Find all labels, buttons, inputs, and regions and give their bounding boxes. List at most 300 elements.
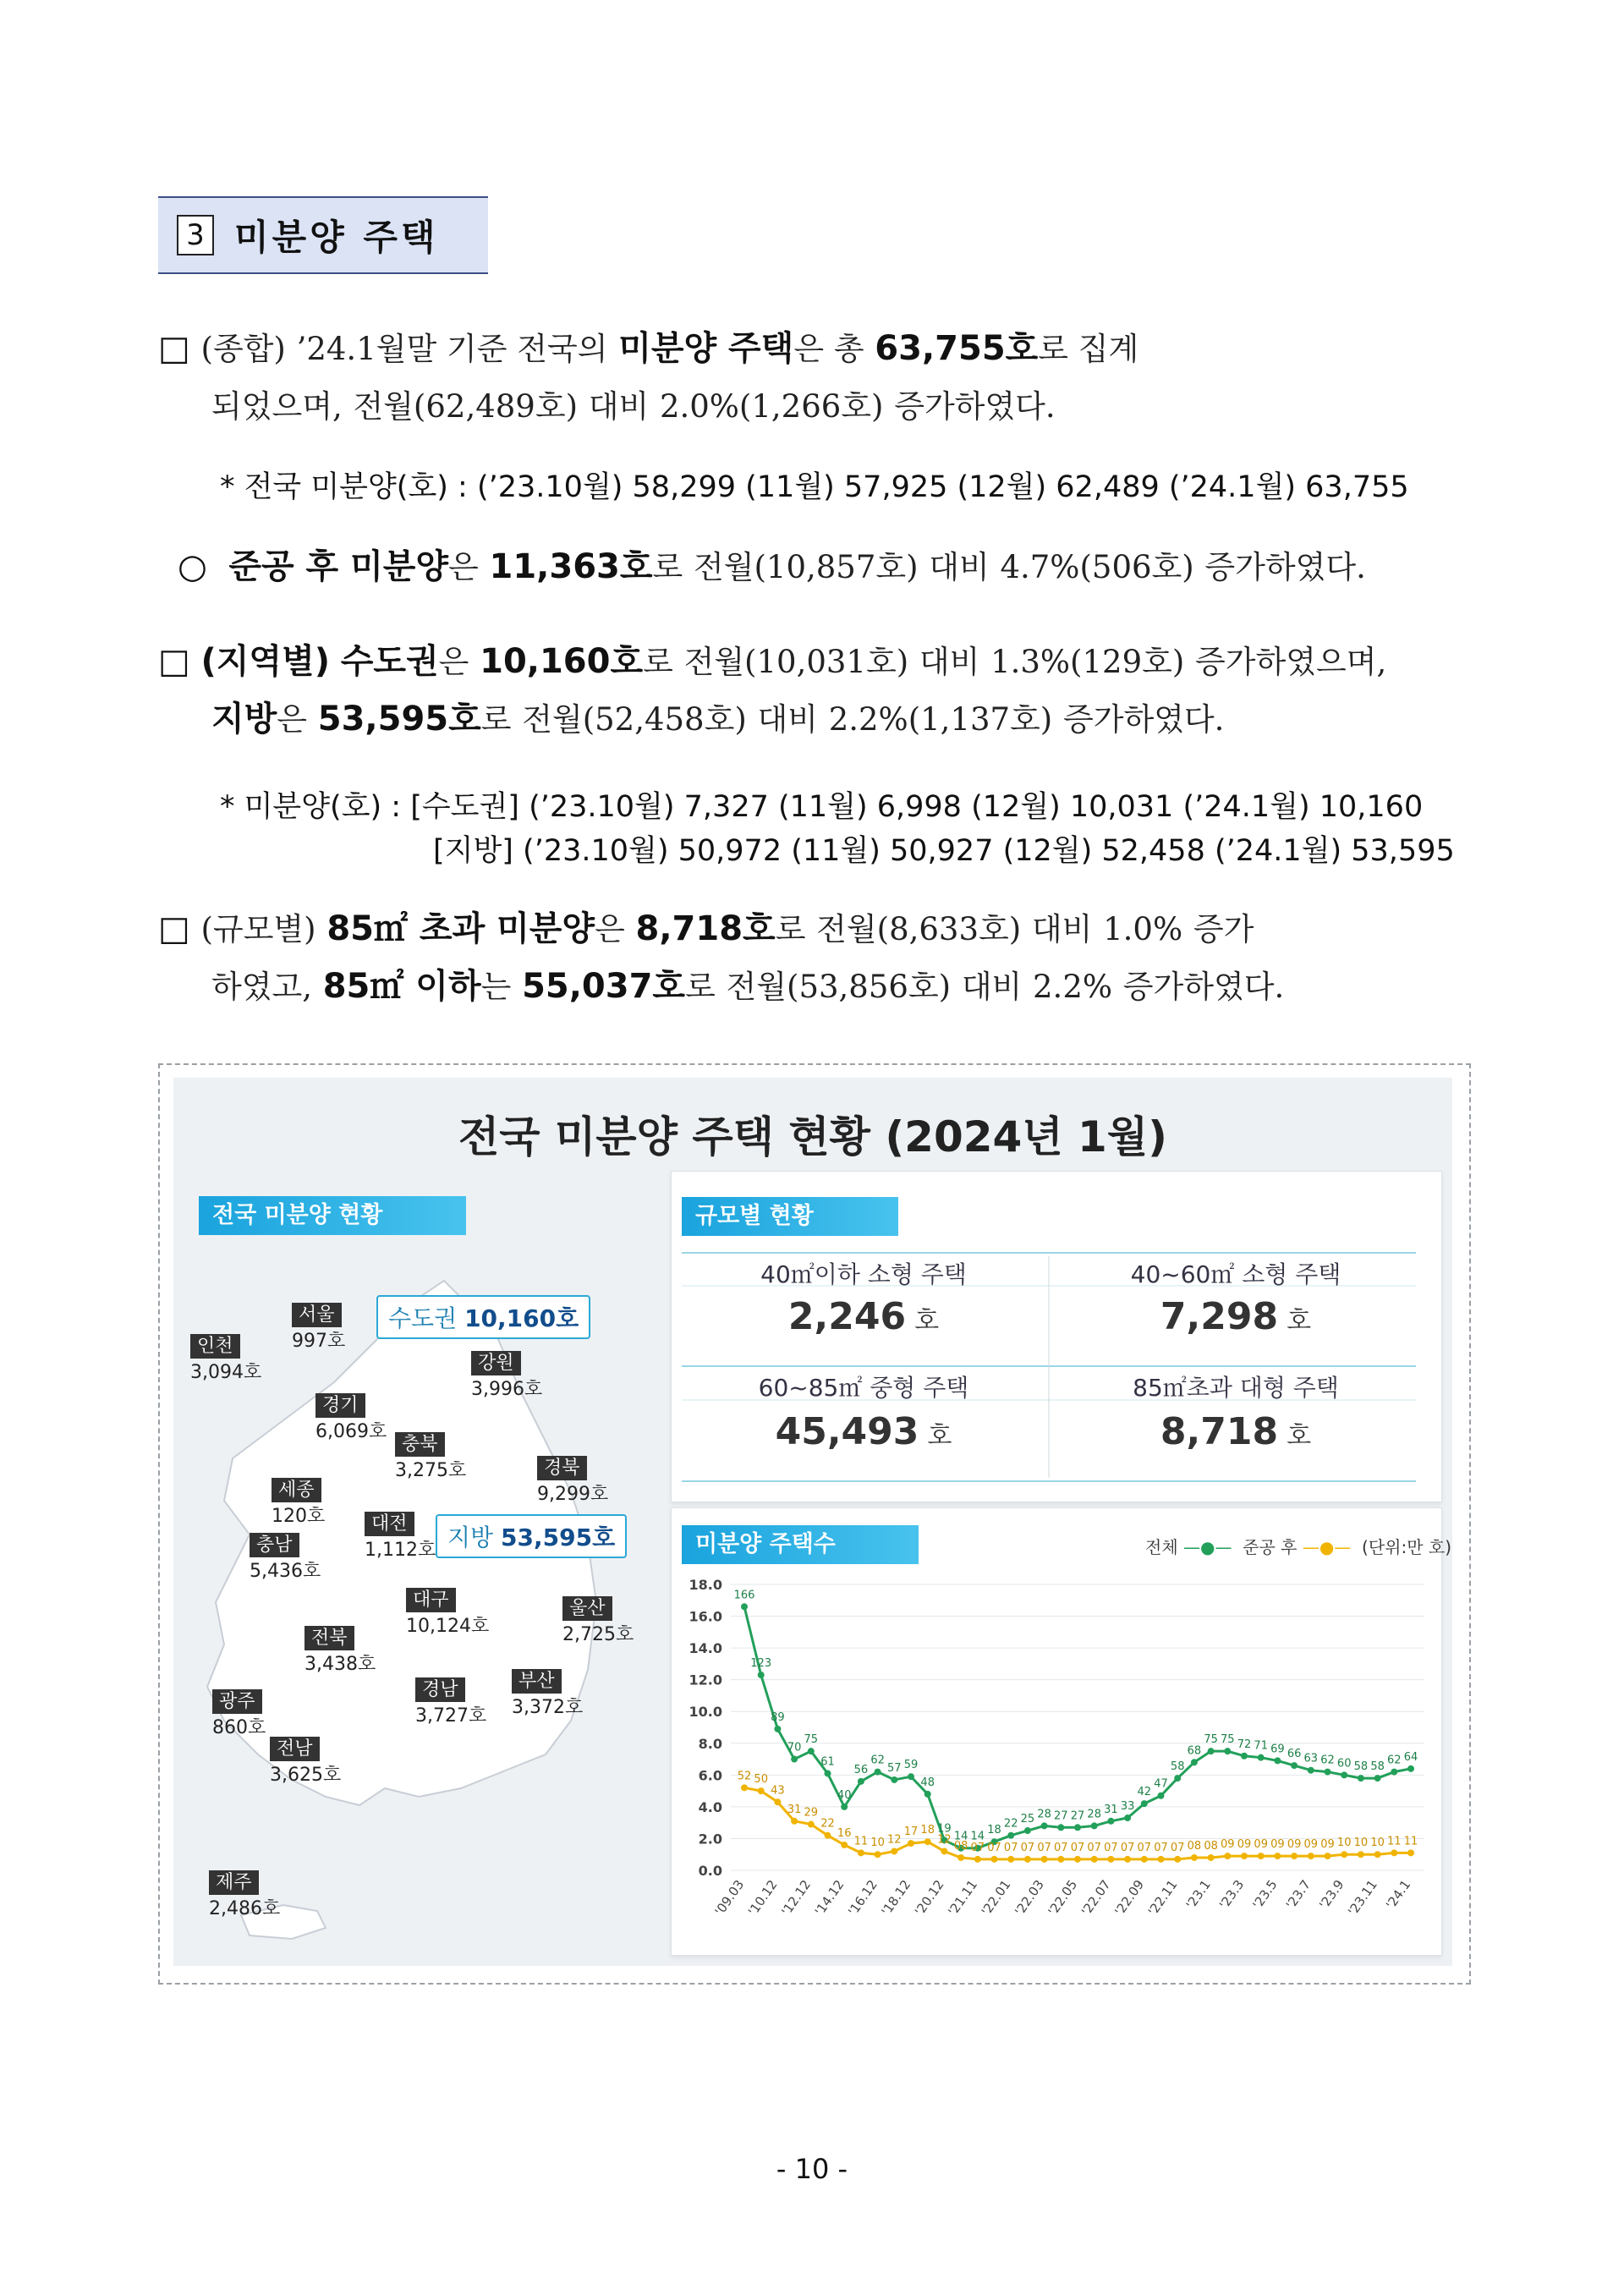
region-name: 전북 [304, 1626, 354, 1650]
data-point [1308, 1853, 1314, 1859]
data-point [1091, 1856, 1098, 1863]
tag-overall: (종합) [200, 331, 286, 367]
data-label: 09 [1237, 1838, 1252, 1852]
region-sejong [272, 1475, 325, 1528]
x-tick-label: '22.07 [1078, 1876, 1114, 1919]
data-point [825, 1832, 831, 1839]
region-gyeongnam [415, 1675, 486, 1727]
region-gyeonggi [315, 1391, 387, 1443]
text: 은 [448, 549, 479, 585]
text: 로 집계 [1038, 331, 1139, 367]
data-label: 07 [987, 1841, 1001, 1854]
data-label: 40 [837, 1788, 852, 1802]
x-tick-label: '20.12 [911, 1876, 947, 1919]
y-tick-label: 16.0 [689, 1608, 722, 1625]
bullet-box: □ [158, 909, 190, 948]
text: 은 [277, 701, 308, 738]
data-point [758, 1672, 765, 1678]
data-point [791, 1818, 798, 1825]
emphasis: 준공 후 미분양 [228, 547, 449, 586]
trend-chart [672, 1568, 1441, 1955]
data-point [1291, 1762, 1298, 1769]
data-label: 12 [937, 1833, 952, 1847]
data-point [1224, 1748, 1231, 1754]
paragraph-region [158, 633, 1386, 691]
data-point [941, 1848, 947, 1854]
infographic [173, 1078, 1452, 1966]
data-label: 61 [820, 1755, 835, 1769]
data-point [924, 1838, 931, 1845]
x-tick-label: '23.7 [1282, 1876, 1314, 1913]
data-label: 48 [920, 1776, 935, 1789]
region-jeju [209, 1868, 280, 1920]
data-point [1241, 1753, 1248, 1760]
x-tick-label: '24.1 [1383, 1876, 1414, 1913]
data-label: 29 [804, 1806, 819, 1820]
data-point [891, 1848, 897, 1854]
y-tick-label: 2.0 [698, 1831, 722, 1848]
infographic-title: 전국 미분양 주택 현황 (2024년 1월) [458, 1112, 1167, 1161]
data-point [1091, 1822, 1098, 1829]
data-point [1007, 1856, 1014, 1863]
local-label: 지방 [447, 1524, 494, 1551]
data-point [1007, 1832, 1014, 1839]
data-label: 42 [1137, 1786, 1152, 1799]
data-point [1407, 1849, 1414, 1856]
size-value-1 [682, 1295, 1045, 1338]
region-value: 3,438호 [304, 1654, 376, 1675]
data-point [1141, 1800, 1148, 1807]
data-label: 58 [1170, 1760, 1185, 1774]
data-label: 14 [970, 1830, 985, 1843]
text: 전월(52,458호) [522, 701, 747, 738]
text: 1.3%(129호) [990, 644, 1185, 680]
data-point [1191, 1759, 1198, 1765]
data-point [1141, 1856, 1148, 1863]
data-label: 66 [1287, 1748, 1302, 1761]
region-gwangju [212, 1687, 266, 1739]
data-point [825, 1770, 831, 1776]
data-label: 07 [970, 1841, 985, 1854]
legend-total-swatch: —●— [1183, 1537, 1232, 1557]
data-point [1391, 1769, 1397, 1776]
data-label: 75 [804, 1733, 819, 1747]
total-count: 63,755호 [875, 329, 1039, 368]
data-point [1024, 1856, 1031, 1863]
legend-completed-label: 준공 후 [1243, 1537, 1298, 1557]
note-national: * 전국 미분양(호) : (’23.10월) 58,299 (11월) 57,925 (12월) 62,489 (’24.1월) 63,755 [220, 470, 1409, 504]
data-label: 31 [1104, 1803, 1118, 1816]
data-label: 62 [1320, 1754, 1335, 1767]
completed-count: 11,363호 [489, 547, 653, 586]
text: 전월(10,857호) [693, 549, 919, 585]
data-label: 75 [1221, 1733, 1235, 1747]
region-value: 2,725호 [562, 1624, 634, 1645]
x-tick-label: '23.5 [1249, 1876, 1281, 1913]
legend-unit: (단위:만 호) [1362, 1537, 1452, 1557]
data-label: 11 [1387, 1835, 1402, 1848]
data-point [1407, 1765, 1414, 1772]
unit: 호 [1287, 1306, 1312, 1336]
data-label: 09 [1303, 1838, 1319, 1852]
data-point [1258, 1754, 1265, 1761]
text: 증가하였다. [1204, 549, 1366, 585]
data-label: 07 [1037, 1841, 1051, 1854]
small-count: 55,037호 [522, 967, 686, 1006]
data-label: 18 [920, 1824, 935, 1837]
data-point [1341, 1851, 1347, 1858]
text: 4.7%(506호) [1000, 549, 1194, 585]
text: 전월(62,489호) [353, 388, 579, 425]
text: 되었으며, [211, 388, 343, 425]
data-point [991, 1856, 998, 1863]
data-label: 59 [903, 1759, 919, 1772]
y-tick-label: 8.0 [698, 1735, 722, 1752]
note-region-1: * 미분양(호) : [수도권] (’23.10월) 7,327 (11월) 6,998 (12월) 10,031 (’24.1월) 10,160 [220, 790, 1424, 824]
value: 45,493 [775, 1410, 919, 1453]
region-value: 997호 [292, 1331, 346, 1352]
emphasis: 수도권 [340, 642, 439, 681]
data-label: 31 [787, 1803, 802, 1816]
section-number: 3 [177, 215, 214, 255]
unit: 호 [1287, 1421, 1312, 1451]
data-label: 71 [1254, 1739, 1268, 1753]
data-point [758, 1787, 765, 1794]
data-label: 123 [750, 1657, 772, 1671]
chart-legend [1145, 1534, 1451, 1558]
data-label: 11 [1403, 1835, 1418, 1848]
data-label: 28 [1037, 1808, 1051, 1821]
data-label: 58 [1353, 1760, 1369, 1774]
data-point [1024, 1827, 1031, 1834]
text: 2.0%(1,266호) [659, 388, 884, 425]
region-name: 세종 [272, 1478, 321, 1502]
paragraph-region-line2 [211, 690, 1224, 749]
unit: 호 [927, 1421, 952, 1451]
local-value: 53,595호 [501, 1524, 616, 1551]
region-name: 충남 [250, 1533, 299, 1557]
data-label: 07 [1154, 1841, 1168, 1854]
text: 로 [480, 701, 512, 738]
capital-count: 10,160호 [480, 642, 644, 681]
size-value-4 [1054, 1410, 1418, 1453]
data-label: 22 [820, 1817, 835, 1831]
region-chungnam [250, 1530, 321, 1583]
bullet-box: □ [158, 642, 190, 681]
data-point [741, 1603, 748, 1610]
data-label: 64 [1403, 1750, 1418, 1764]
paragraph-overall-line2 [211, 377, 1056, 436]
region-name: 대구 [406, 1588, 456, 1612]
y-tick-label: 4.0 [698, 1798, 722, 1815]
data-label: 10 [870, 1837, 885, 1850]
data-point [1041, 1822, 1048, 1829]
data-point [1224, 1853, 1231, 1859]
x-tick-label: '22.01 [978, 1876, 1014, 1919]
region-value: 3,625호 [270, 1765, 342, 1786]
region-name: 부산 [512, 1669, 562, 1694]
region-name: 강원 [471, 1351, 521, 1375]
size-value-3 [682, 1410, 1045, 1453]
data-label: 07 [1087, 1841, 1101, 1854]
data-label: 09 [1320, 1838, 1335, 1852]
tag-region: (지역별) [200, 642, 330, 681]
data-label: 75 [1204, 1733, 1218, 1747]
text: 대비 [929, 549, 990, 585]
region-value: 3,996호 [471, 1379, 543, 1400]
region-value: 5,436호 [250, 1561, 321, 1582]
text: 1.0% [1103, 911, 1183, 947]
data-label: 08 [1187, 1839, 1202, 1853]
data-label: 22 [1003, 1817, 1018, 1831]
data-label: 07 [1120, 1841, 1135, 1854]
data-point [1374, 1851, 1381, 1858]
region-value: 3,094호 [190, 1362, 262, 1383]
data-point [1341, 1771, 1347, 1778]
data-label: 07 [1003, 1841, 1018, 1854]
data-label: 72 [1237, 1738, 1252, 1751]
data-point [891, 1776, 897, 1783]
x-tick-label: '18.12 [878, 1876, 914, 1919]
region-name: 울산 [562, 1596, 612, 1621]
text: 2.2%(1,137호) [828, 701, 1053, 738]
tag-size: (규모별) [200, 911, 316, 947]
capital-pill [376, 1295, 590, 1339]
region-name: 전남 [270, 1737, 320, 1761]
data-point [1041, 1856, 1048, 1863]
data-point [1174, 1856, 1181, 1863]
bullet-box: □ [158, 329, 190, 368]
region-name: 경기 [315, 1393, 365, 1418]
large-count: 8,718호 [635, 909, 776, 948]
region-value: 10,124호 [406, 1616, 490, 1637]
local-count: 53,595호 [317, 700, 481, 738]
data-point [1374, 1775, 1381, 1782]
data-label: 10 [1353, 1837, 1369, 1850]
trend-tag: 미분양 주택수 [682, 1525, 919, 1564]
text: 증가하였다. [1062, 701, 1225, 738]
text: 로 [643, 644, 673, 680]
data-point [875, 1769, 881, 1776]
text: 증가 [1193, 911, 1254, 947]
region-value: 860호 [212, 1717, 266, 1738]
text: 는 [480, 969, 512, 1005]
data-point [808, 1748, 815, 1754]
emphasis: 지방 [211, 700, 277, 738]
data-label: 08 [1204, 1839, 1218, 1853]
text: 대비 [757, 701, 818, 738]
value: 2,246 [787, 1295, 907, 1338]
emphasis: 85㎡ 이하 [322, 967, 481, 1006]
data-label: 16 [837, 1826, 852, 1840]
paragraph-overall [158, 320, 1138, 378]
data-point [774, 1726, 781, 1732]
data-label: 56 [853, 1763, 869, 1776]
y-tick-label: 6.0 [698, 1767, 722, 1784]
paragraph-size [158, 900, 1254, 958]
data-label: 07 [1170, 1841, 1185, 1854]
data-point [875, 1851, 881, 1858]
bullet-circle: ○ [178, 547, 207, 586]
data-label: 60 [1336, 1757, 1352, 1771]
y-tick-label: 0.0 [698, 1863, 722, 1879]
data-label: 63 [1303, 1752, 1319, 1765]
trend-panel [671, 1507, 1452, 1956]
section-title: 미분양 주택 [234, 217, 439, 258]
region-daegu [406, 1585, 489, 1638]
data-label: 28 [1087, 1808, 1101, 1821]
text: 2.2% [1033, 969, 1113, 1005]
text: 대비 [919, 644, 980, 680]
data-point [1358, 1851, 1364, 1858]
text: 전월(8,633호) [816, 911, 1022, 947]
data-label: 25 [1020, 1813, 1035, 1826]
data-point [1158, 1793, 1165, 1799]
data-label: 11 [853, 1835, 869, 1848]
data-point [858, 1849, 864, 1856]
size-label-2: 40~60㎡ 소형 주택 [1130, 1260, 1341, 1288]
size-panel [671, 1171, 1442, 1502]
region-seoul [292, 1300, 345, 1353]
value: 7,298 [1160, 1295, 1279, 1338]
data-label: 166 [733, 1589, 755, 1602]
region-value: 2,486호 [209, 1898, 281, 1919]
region-name: 대전 [365, 1512, 414, 1536]
region-name: 제주 [209, 1870, 259, 1895]
legend-total-label: 전체 [1145, 1537, 1178, 1557]
region-gyeongbuk [537, 1453, 608, 1506]
data-label: 07 [1070, 1841, 1085, 1854]
data-point [1258, 1853, 1265, 1859]
size-label-3: 60~85㎡ 중형 주택 [758, 1374, 969, 1402]
emphasis: 미분양 주택 [618, 329, 794, 368]
region-name: 서울 [292, 1303, 342, 1327]
text: 증가하였다. [894, 388, 1056, 425]
data-point [791, 1756, 798, 1763]
data-point [1074, 1856, 1081, 1863]
region-busan [512, 1666, 583, 1719]
x-tick-label: '14.12 [811, 1876, 848, 1919]
data-point [1325, 1769, 1331, 1776]
page-number: - 10 - [776, 2153, 848, 2185]
data-label: 33 [1120, 1800, 1135, 1814]
x-tick-label: '09.03 [711, 1876, 748, 1919]
text: 로 [685, 969, 716, 1005]
data-point [1124, 1815, 1131, 1821]
paragraph-completed [178, 538, 1366, 596]
x-tick-label: '12.12 [778, 1876, 815, 1919]
text: 전월(10,031호) [683, 644, 909, 680]
region-value: 3,275호 [395, 1460, 467, 1481]
region-name: 광주 [212, 1689, 262, 1714]
data-label: 09 [1254, 1838, 1268, 1852]
data-point [1291, 1853, 1298, 1859]
data-point [974, 1856, 981, 1863]
data-point [1308, 1767, 1314, 1774]
data-label: 07 [1054, 1841, 1068, 1854]
x-tick-label: '23.9 [1316, 1876, 1347, 1913]
text: 대비 [1031, 911, 1093, 947]
size-label-4: 85㎡초과 대형 주택 [1133, 1374, 1339, 1402]
data-point [841, 1842, 848, 1848]
region-value: 9,299호 [537, 1484, 609, 1505]
region-value: 1,112호 [365, 1540, 436, 1561]
data-point [1274, 1853, 1281, 1859]
data-label: 09 [1221, 1838, 1235, 1852]
region-value: 3,372호 [512, 1697, 584, 1718]
data-point [1191, 1854, 1198, 1861]
data-label: 09 [1287, 1838, 1302, 1852]
data-label: 68 [1187, 1744, 1202, 1758]
y-tick-label: 18.0 [689, 1577, 722, 1593]
data-label: 07 [1104, 1841, 1118, 1854]
data-label: 50 [754, 1773, 768, 1787]
data-point [1325, 1853, 1331, 1859]
capital-value: 10,160호 [464, 1304, 579, 1332]
region-name: 경북 [537, 1456, 587, 1480]
data-label: 57 [887, 1761, 902, 1775]
map-tag: 전국 미분양 현황 [199, 1196, 466, 1235]
region-value: 120호 [272, 1506, 326, 1527]
x-tick-label: '10.12 [744, 1876, 781, 1919]
data-point [774, 1798, 781, 1805]
data-label: 09 [1270, 1838, 1285, 1852]
data-label: 08 [953, 1839, 968, 1853]
note-region-2: [지방] (’23.10월) 50,972 (11월) 50,927 (12월) 52,458 (’24.1월) 53,595 [433, 834, 1455, 868]
data-label: 07 [1020, 1841, 1035, 1854]
data-point [1057, 1824, 1064, 1831]
data-label: 27 [1070, 1809, 1085, 1823]
data-point [908, 1773, 914, 1780]
data-label: 19 [937, 1822, 952, 1836]
data-point [858, 1778, 864, 1785]
data-point [841, 1804, 848, 1810]
text: ’24.1월말 기준 전국의 [296, 331, 608, 367]
x-tick-label: '21.11 [945, 1876, 981, 1919]
y-tick-label: 10.0 [689, 1704, 722, 1721]
data-point [1107, 1856, 1114, 1863]
text: 대비 [588, 388, 650, 425]
size-value-2 [1054, 1295, 1418, 1338]
data-label: 12 [887, 1833, 902, 1847]
data-point [1391, 1849, 1397, 1856]
data-label: 43 [771, 1784, 785, 1798]
data-label: 27 [1054, 1809, 1068, 1823]
value: 8,718 [1160, 1410, 1279, 1453]
region-incheon [190, 1331, 261, 1384]
text: 증가하였다. [1122, 969, 1285, 1005]
data-point [1057, 1856, 1064, 1863]
x-tick-label: '23.3 [1216, 1876, 1248, 1913]
data-label: 10 [1336, 1837, 1352, 1850]
data-point [1174, 1775, 1181, 1782]
paragraph-size-line2 [211, 958, 1284, 1016]
data-point [741, 1784, 748, 1791]
size-tag: 규모별 현황 [682, 1197, 898, 1236]
data-label: 69 [1270, 1743, 1285, 1756]
region-chungbuk [395, 1430, 466, 1482]
text: 은 [438, 644, 469, 680]
data-label: 58 [1370, 1760, 1385, 1774]
data-label: 70 [787, 1741, 802, 1754]
x-tick-label: '23.11 [1345, 1876, 1380, 1919]
text: 은 [595, 911, 625, 947]
x-tick-label: '23.1 [1182, 1876, 1214, 1913]
text: 로 [652, 549, 683, 585]
x-tick-label: '22.05 [1045, 1876, 1081, 1919]
region-jeonnam [270, 1734, 341, 1787]
text: 전월(53,856호) [726, 969, 952, 1005]
